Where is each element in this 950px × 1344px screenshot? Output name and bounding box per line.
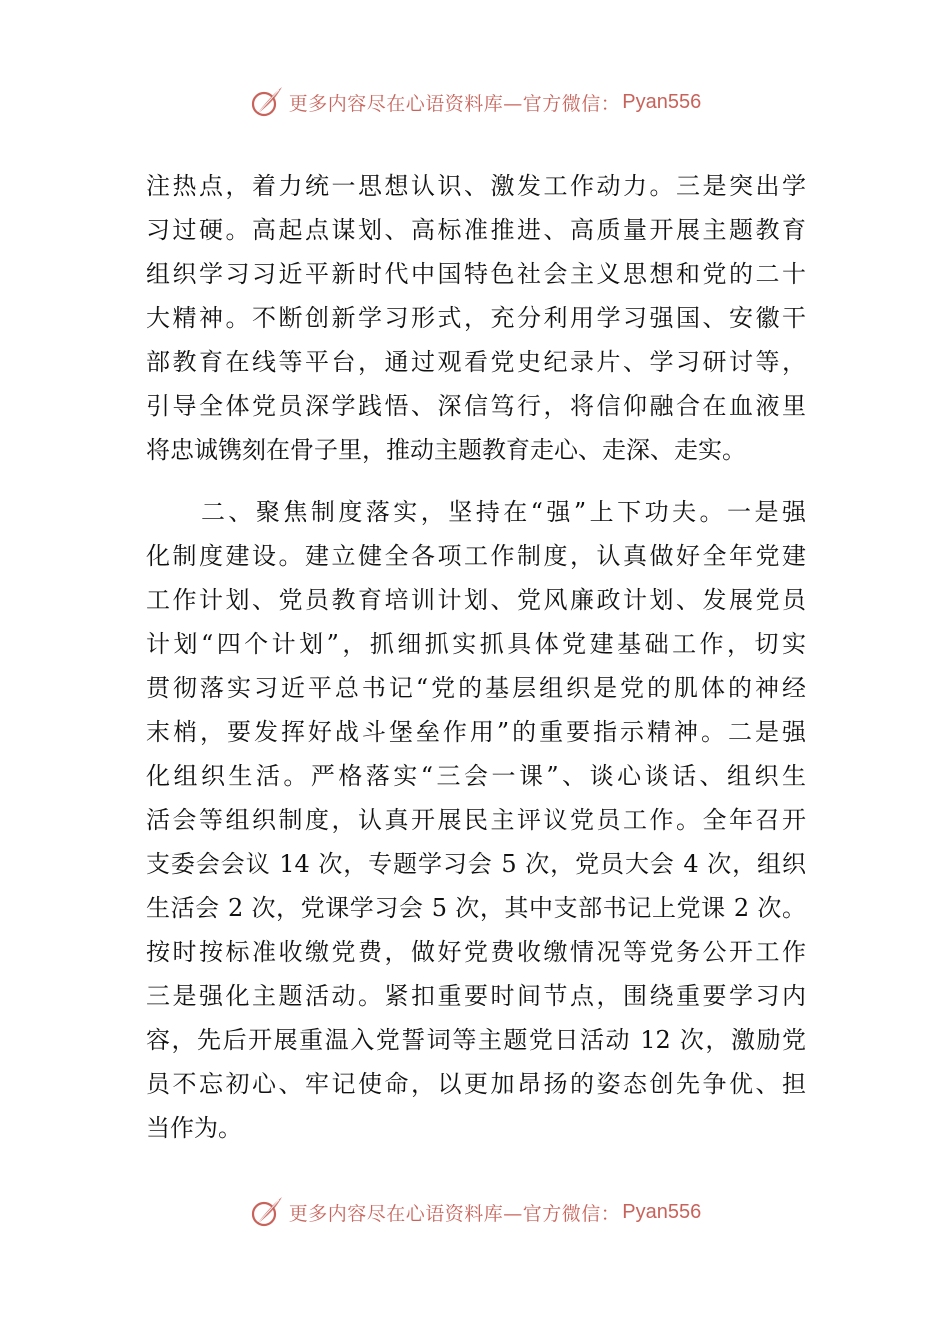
paragraph: [146, 490, 806, 1150]
text-line: 二、聚焦制度落实，坚持在“强”上下功夫。一是强: [146, 498, 806, 526]
paragraph: [146, 164, 806, 472]
text-line: 三是强化主题活动。紧扣重要时间节点，围绕重要学习内: [146, 982, 806, 1010]
watermark-text: 更多内容尽在心语资料库—官方微信：: [288, 92, 621, 115]
text-line: 将忠诚镌刻在骨子里，推动主题教育走心、走深、走实。: [146, 436, 746, 464]
watermark-text: 更多内容尽在心语资料库—官方微信：: [288, 1202, 621, 1225]
text-line: 活会等组织制度，认真开展民主评议党员工作。全年召开: [146, 806, 806, 834]
watermark-banner-top: [0, 82, 950, 122]
text-line: 化组织生活。严格落实“三会一课”、谈心谈话、组织生: [146, 762, 806, 790]
text-line: 员不忘初心、牢记使命，以更加昂扬的姿态创先争优、担: [146, 1070, 806, 1098]
watermark-banner-bottom: [0, 1192, 950, 1232]
feather-logo-icon: [249, 84, 285, 120]
text-line: 组织学习习近平新时代中国特色社会主义思想和党的二十: [146, 260, 806, 288]
text-line: 部教育在线等平台，通过观看党史纪录片、学习研讨等，: [146, 348, 806, 376]
text-line: 引导全体党员深学践悟、深信笃行，将信仰融合在血液里: [146, 392, 806, 420]
text-line: 化制度建设。建立健全各项工作制度，认真做好全年党建: [146, 542, 806, 570]
text-line: 生活会 2 次，党课学习会 5 次，其中支部书记上党课 2 次。: [146, 894, 806, 922]
text-line: 支委会会议 14 次，专题学习会 5 次，党员大会 4 次，组织: [146, 850, 806, 878]
text-line: 习过硬。高起点谋划、高标准推进、高质量开展主题教育: [146, 216, 806, 244]
feather-logo-icon: [249, 1194, 285, 1230]
text-line: 工作计划、党员教育培训计划、党风廉政计划、发展党员: [146, 586, 806, 614]
watermark-id: Pyan556: [622, 90, 702, 113]
text-line: 容，先后开展重温入党誓词等主题党日活动 12 次，激励党: [146, 1026, 806, 1054]
watermark-id: Pyan556: [622, 1200, 702, 1223]
document-body: [146, 164, 806, 1150]
text-line: 大精神。不断创新学习形式，充分利用学习强国、安徽干: [146, 304, 806, 332]
text-line: 贯彻落实习近平总书记“党的基层组织是党的肌体的神经: [146, 674, 806, 702]
text-line: 末梢，要发挥好战斗堡垒作用”的重要指示精神。二是强: [146, 718, 806, 746]
text-line: 按时按标准收缴党费，做好党费收缴情况等党务公开工作: [146, 938, 806, 966]
text-line: 计划“四个计划”，抓细抓实抓具体党建基础工作，切实: [146, 630, 806, 658]
text-line: 注热点，着力统一思想认识、激发工作动力。三是突出学: [146, 172, 806, 200]
text-line: 当作为。: [146, 1114, 242, 1142]
